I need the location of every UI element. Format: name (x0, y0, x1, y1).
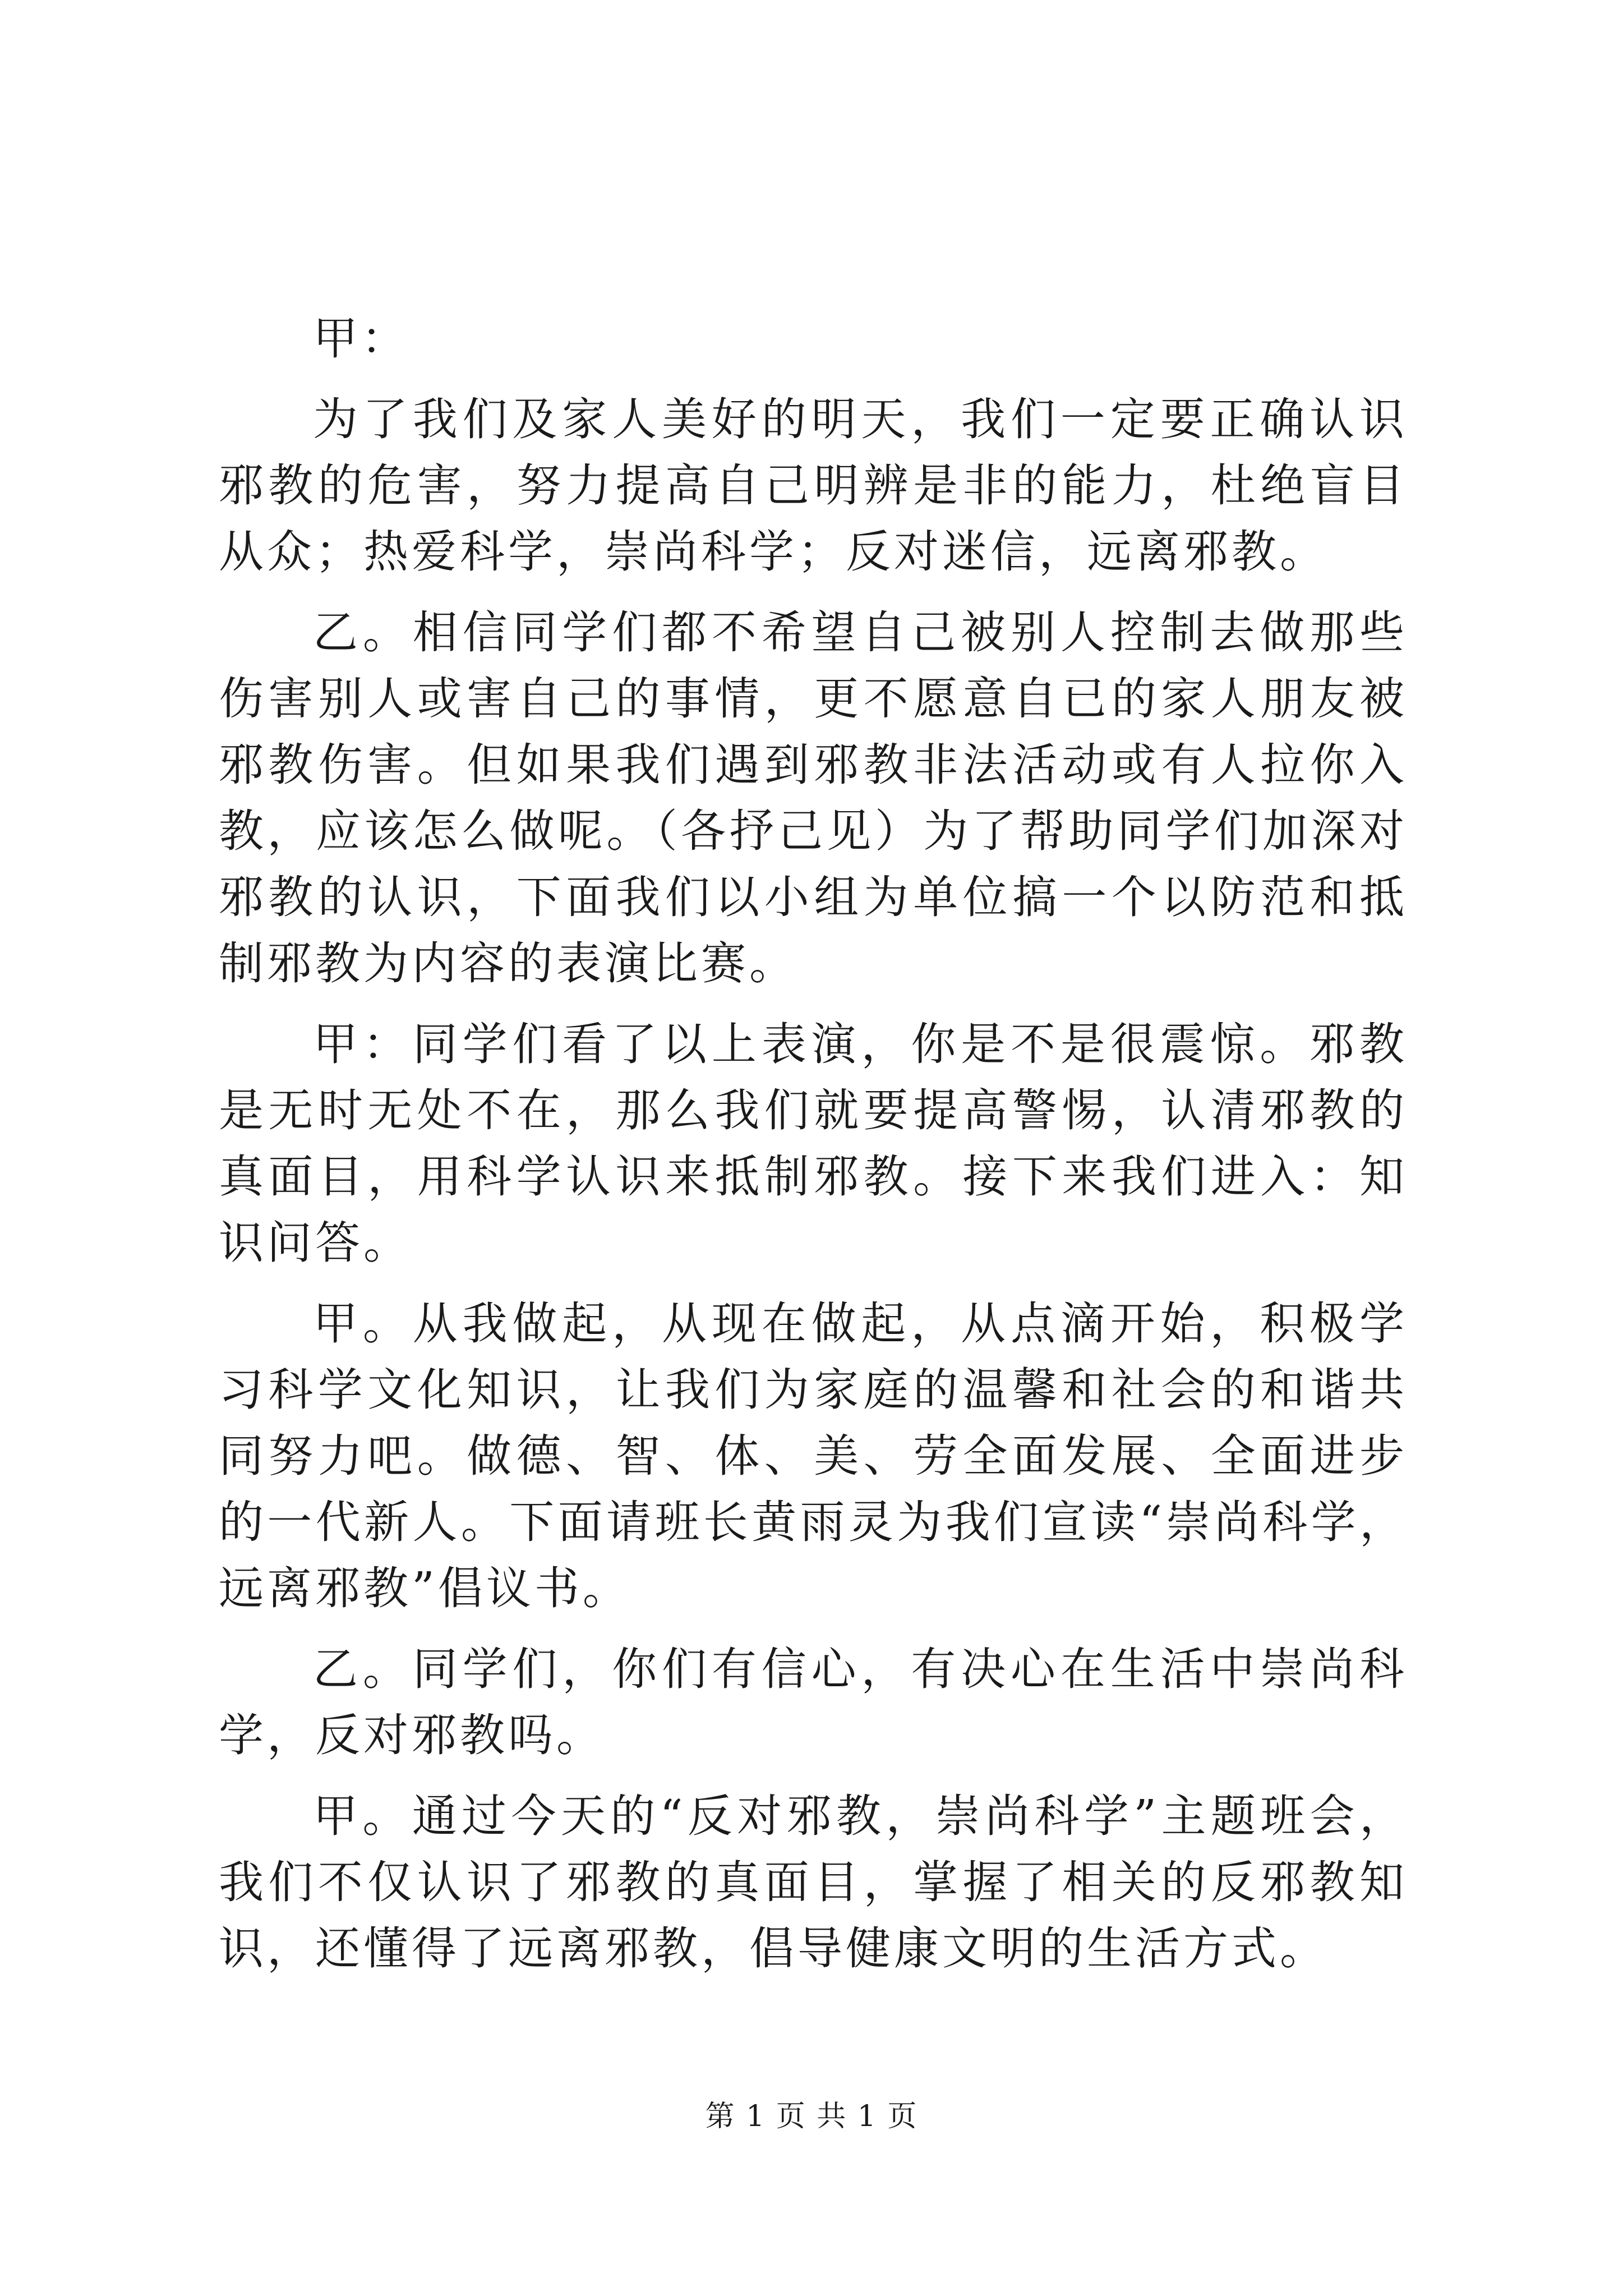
paragraph: 甲： (313, 312, 409, 365)
document-body (219, 306, 1408, 1996)
page-footer: 第 1 页 共 1 页 (705, 2100, 918, 2133)
paragraph: 乙。相信同学们都不希望自己被别人控制去做那些伤害别人或害自己的事情，更不愿意自已的家人朋友被邪教伤害。但如果我们遇到邪教非法活动或有人拉你入教，应该怎么做呢。（各抒己见）为了帮助同学们加深对邪教的认识，下面我们以小组为单位搞一个以防范和抵制邪教为内容的表演比赛。 (219, 606, 1408, 990)
paragraph: 甲。通过今天的“反对邪教，崇尚科学”主题班会，我们不仅认识了邪教的真面目，掌握了相关的反邪教知识，还懂得了远离邪教，倡导健康文明的生活方式。 (219, 1790, 1408, 1975)
paragraph: 乙。同学们，你们有信心，有决心在生活中崇尚科学，反对邪教吗。 (219, 1643, 1408, 1761)
paragraph: 甲：同学们看了以上表演，你是不是很震惊。邪教是无时无处不在，那么我们就要提高警惕，认清邪教的真面目，用科学认识来抵制邪教。接下来我们进入：知识问答。 (219, 1018, 1408, 1269)
paragraph: 甲。从我做起，从现在做起，从点滴开始，积极学习科学文化知识，让我们为家庭的温馨和社会的和谐共同努力吧。做德、智、体、美、劳全面发展、全面进步的一代新人。下面请班长黄雨灵为我们宣读“崇尚科学，远离邪教”倡议书。 (219, 1297, 1408, 1614)
paragraph: 为了我们及家人美好的明天，我们一定要正确认识邪教的危害，努力提高自己明辨是非的能力，杜绝盲目从众；热爱科学，崇尚科学；反对迷信，远离邪教。 (219, 393, 1408, 578)
